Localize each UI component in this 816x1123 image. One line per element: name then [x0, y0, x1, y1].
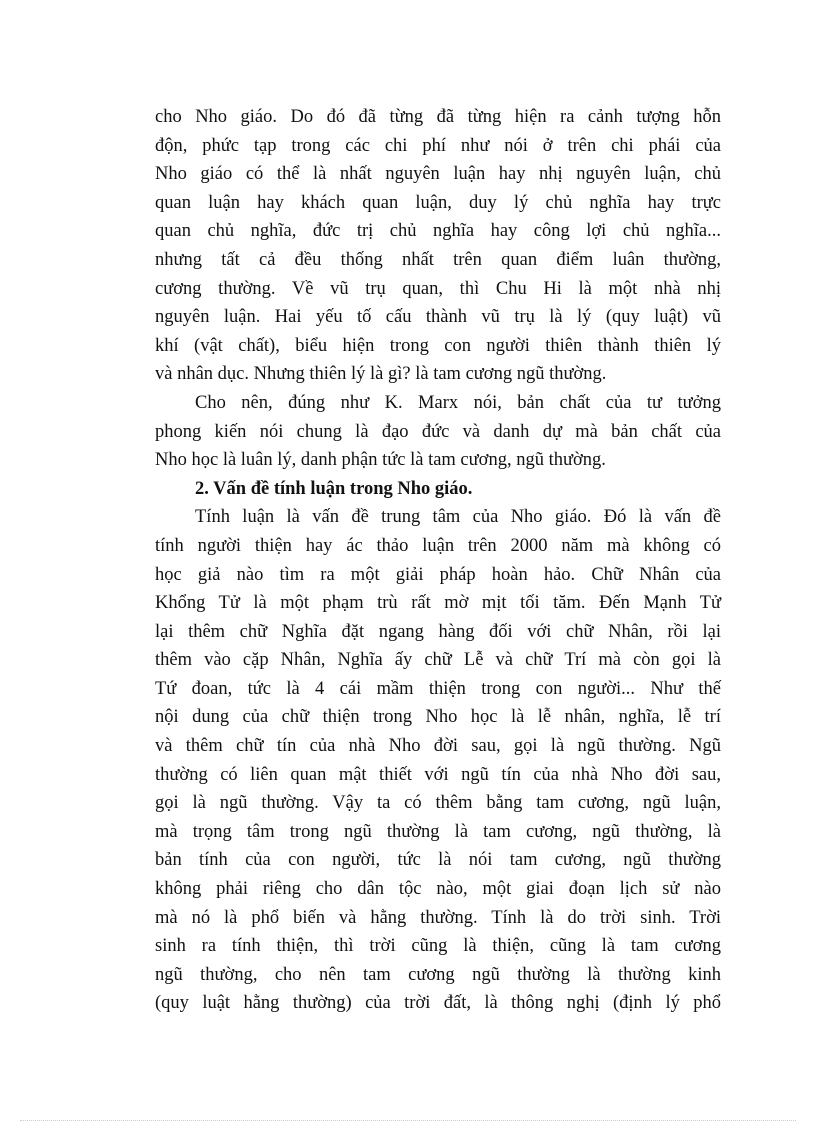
section-heading — [155, 475, 721, 504]
text-line: thêm vào cặp Nhân, Nghĩa ấy chữ Lễ và chữ Trí mà còn gọi là — [155, 650, 721, 671]
text-line: mà trọng tâm trong ngũ thường là tam cương, ngũ thường, là — [155, 821, 721, 842]
text-line: Khổng Tử là một phạm trù rất mờ mịt tối tăm. Đến Mạnh Tử — [155, 593, 721, 614]
text-line: mà nó là phổ biến và hằng thường. Tính là do trời sinh. Trời — [155, 907, 721, 928]
text-line: ngũ thường, cho nên tam cương ngũ thường là thường kinh — [155, 964, 721, 985]
text-line: phong kiến nói chung là đạo đức và danh dự mà bản chất của — [155, 421, 721, 442]
text-line: và nhân dục. Nhưng thiên lý là gì? là tam cương ngũ thường. — [155, 364, 607, 385]
text-line: và thêm chữ tín của nhà Nho đời sau, gọi là ngũ thường. Ngũ — [155, 736, 721, 757]
text-line: quan luận hay khách quan luận, duy lý chủ nghĩa hay trực — [155, 192, 721, 213]
text-line: khí (vật chất), biểu hiện trong con người thiên thành thiên lý — [155, 335, 721, 356]
text-line: học giả nào tìm ra một giải pháp hoàn hảo. Chữ Nhân của — [155, 564, 721, 585]
text-line: gọi là ngũ thường. Vậy ta có thêm bằng tam cương, ngũ luận, — [155, 793, 721, 814]
text-line: nhưng tất cả đều thống nhất trên quan điểm luân thường, — [155, 249, 721, 270]
text-line: (quy luật hằng thường) của trời đất, là thông nghị (định lý phổ — [155, 993, 721, 1014]
text-line: cương thường. Về vũ trụ quan, thì Chu Hi là một nhà nhị — [155, 278, 721, 299]
paragraph-marx-quote — [155, 389, 721, 475]
text-line: nguyên luận. Hai yếu tố cấu thành vũ trụ là lý (quy luật) vũ — [155, 307, 721, 328]
text-line: không phải riêng cho dân tộc nào, một giai đoạn lịch sử nào — [155, 879, 721, 900]
text-line: Tính luận là vấn đề trung tâm của Nho giáo. Đó là vấn đề — [195, 507, 721, 528]
text-line: Nho học là luân lý, danh phận tức là tam cương, ngũ thường. — [155, 450, 606, 471]
paragraph-continuation — [155, 103, 721, 389]
heading-text: 2. Vấn đề tính luận trong Nho giáo. — [195, 478, 473, 499]
text-line: độn, phức tạp trong các chi phí như nói ở trên chi phái của — [155, 135, 721, 156]
text-line: nội dung của chữ thiện trong Nho học là lễ nhân, nghĩa, lễ trí — [155, 707, 721, 728]
text-line: Nho giáo có thể là nhất nguyên luận hay nhị nguyên luận, chủ — [155, 164, 721, 185]
text-line: bản tính của con người, tức là nói tam cương, ngũ thường — [155, 850, 721, 871]
text-line: cho Nho giáo. Do đó đã từng đã từng hiện ra cảnh tượng hỗn — [155, 107, 721, 127]
text-line: thường có liên quan mật thiết với ngũ tín của nhà Nho đời sau, — [155, 764, 721, 785]
text-line: Tứ đoan, tức là 4 cái mầm thiện trong con người... Như thế — [155, 678, 721, 699]
page-bottom-divider — [20, 1120, 796, 1121]
text-line: Cho nên, đúng như K. Marx nói, bản chất của tư tưởng — [195, 392, 721, 413]
page-body — [155, 103, 721, 1018]
text-line: quan chủ nghĩa, đức trị chủ nghĩa hay công lợi chủ nghĩa... — [155, 221, 721, 242]
text-line: lại thêm chữ Nghĩa đặt ngang hàng đối với chữ Nhân, rồi lại — [155, 621, 721, 642]
paragraph-tinh-luan — [155, 503, 721, 1018]
text-line: tính người thiện hay ác thảo luận trên 2000 năm mà không có — [155, 535, 721, 556]
text-line: sinh ra tính thiện, thì trời cũng là thiện, cũng là tam cương — [155, 936, 721, 957]
